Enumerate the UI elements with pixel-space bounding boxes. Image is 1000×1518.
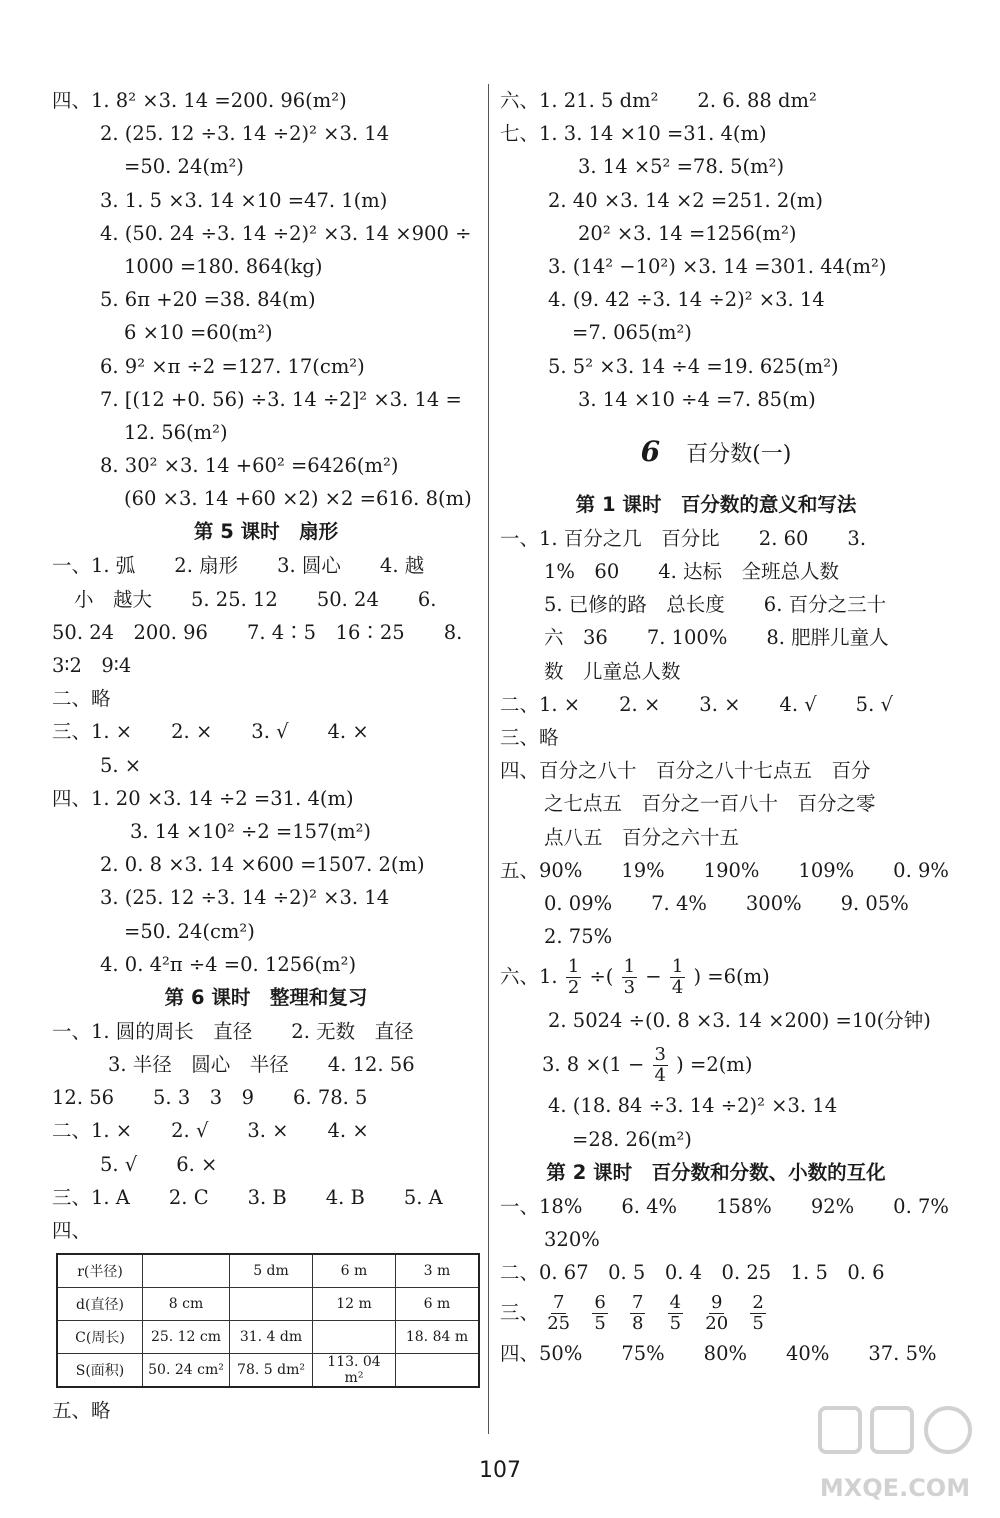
answer-line: 四、1. 8² ×3. 14 =200. 96(m²) — [52, 89, 347, 112]
answer-line: 3. 14 ×5² =78. 5(m²) — [578, 155, 785, 179]
answer-line: 2. 0. 8 ×3. 14 ×600 =1507. 2(m) — [100, 853, 425, 877]
answer-line: 6 ×10 =60(m²) — [124, 321, 273, 345]
section-label: 三、 — [500, 1301, 540, 1325]
operator: ÷( — [589, 965, 614, 989]
answer-line: 50. 24 200. 96 7. 4∶5 16∶25 8. — [52, 620, 463, 644]
answer-line: (60 ×3. 14 +60 ×2) ×2 =616. 8(m) — [124, 487, 472, 511]
fraction — [566, 957, 581, 998]
answer-line: 4. (18. 84 ÷3. 14 ÷2)² ×3. 14 — [548, 1094, 838, 1118]
numerator: 9 — [711, 1292, 723, 1314]
answer-line: 一、1. 百分之几 百分比 2. 60 3. — [500, 526, 867, 550]
answer-line: 5. 已修的路 总长度 6. 百分之三十 — [544, 593, 887, 617]
numerator: 2 — [752, 1292, 764, 1314]
answer-line: 3. 1. 5 ×3. 14 ×10 =47. 1(m) — [100, 188, 388, 212]
lesson-heading: 第 6 课时 整理和复习 — [164, 985, 368, 1009]
left-column — [52, 84, 480, 1427]
answer-line: 8. 30² ×3. 14 +60² =6426(m²) — [100, 454, 399, 478]
table-cell — [143, 1254, 230, 1288]
fraction — [547, 1293, 570, 1334]
answer-line: 5. 6π +20 =38. 84(m) — [100, 288, 316, 312]
column-divider — [488, 84, 489, 1434]
answer-line: 一、18% 6. 4% 158% 92% 0. 7% — [500, 1194, 949, 1218]
result: ) =2(m) — [676, 1053, 753, 1077]
table-cell: 25. 12 cm — [143, 1321, 230, 1354]
table-cell: d(直径) — [57, 1288, 143, 1321]
answer-line: 六、1. 21. 5 dm² 2. 6. 88 dm² — [500, 89, 817, 112]
answer-line: 12. 56 5. 3 3 9 6. 78. 5 — [52, 1086, 368, 1110]
table-cell: 113. 04 m² — [313, 1354, 396, 1388]
fraction — [670, 957, 685, 998]
answer-line: 2. 75% — [544, 925, 613, 949]
denominator: 4 — [671, 977, 684, 999]
answer-line: 4. (50. 24 ÷3. 14 ÷2)² ×3. 14 ×900 ÷ — [100, 221, 472, 245]
answer-line: 四、 — [52, 1219, 92, 1242]
table-cell: 78. 5 dm² — [230, 1354, 313, 1388]
denominator: 8 — [631, 1313, 644, 1335]
numerator: 4 — [669, 1292, 682, 1314]
answer-line: 3. 14 ×10 ÷4 =7. 85(m) — [578, 387, 816, 411]
numerator: 1 — [567, 956, 580, 978]
numerator: 1 — [671, 956, 684, 978]
answer-line: 5. √ 6. × — [100, 1152, 218, 1176]
answer-line: 5. × — [100, 753, 142, 777]
answer-line: 二、0. 67 0. 5 0. 4 0. 25 1. 5 0. 6 — [500, 1261, 885, 1285]
answer-line: 二、略 — [52, 687, 111, 711]
answer-line: 点八五 百分之六十五 — [544, 825, 740, 849]
fraction — [653, 1045, 668, 1086]
fraction — [622, 957, 637, 998]
unit-title: 百分数(一) — [686, 441, 792, 467]
circle-table — [56, 1253, 480, 1388]
answer-line: 3. 半径 圆心 半径 4. 12. 56 — [108, 1053, 415, 1077]
answer-line: 一、1. 圆的周长 直径 2. 无数 直径 — [52, 1019, 414, 1043]
answer-line: 四、1. 20 ×3. 14 ÷2 =31. 4(m) — [52, 786, 354, 810]
answer-line: 五、90% 19% 190% 109% 0. 9% — [500, 858, 949, 882]
answer-line: 12. 56(m²) — [124, 420, 228, 444]
answer-line: =50. 24(cm²) — [124, 919, 255, 943]
answer-line: 三、略 — [500, 726, 559, 749]
table-cell: 8 cm — [143, 1288, 230, 1321]
table-cell: r(半径) — [57, 1254, 143, 1288]
fraction — [705, 1293, 728, 1334]
answer-line: 数 儿童总人数 — [544, 659, 681, 683]
expression: 3. 8 ×(1 − — [542, 1053, 645, 1077]
answer-line: 3. (25. 12 ÷3. 14 ÷2)² ×3. 14 — [100, 886, 390, 910]
answer-line: 二、1. × 2. √ 3. × 4. × — [52, 1119, 369, 1143]
lesson-heading: 第 2 课时 百分数和分数、小数的互化 — [546, 1160, 886, 1184]
numerator: 1 — [623, 956, 636, 978]
answer-line: 三、1. × 2. × 3. √ 4. × — [52, 720, 369, 744]
table-row — [57, 1254, 479, 1288]
answer-line: 七、1. 3. 14 ×10 =31. 4(m) — [500, 122, 767, 146]
denominator: 5 — [752, 1313, 764, 1335]
answer-line: 五、略 — [52, 1399, 111, 1423]
answer-line: 一、1. 弧 2. 扇形 3. 圆心 4. 越 — [52, 554, 425, 578]
denominator: 2 — [567, 977, 580, 999]
answer-line: 六 36 7. 100% 8. 肥胖儿童人 — [544, 626, 889, 650]
denominator: 3 — [623, 977, 636, 999]
table-cell — [313, 1321, 396, 1354]
operator: − — [645, 965, 662, 989]
table-cell: S(面积) — [57, 1354, 143, 1388]
numerator: 7 — [631, 1292, 644, 1314]
table-cell — [230, 1288, 313, 1321]
fraction — [630, 1293, 645, 1334]
unit-number: 6 — [640, 434, 661, 468]
denominator: 4 — [654, 1065, 666, 1087]
answer-line: 4. (9. 42 ÷3. 14 ÷2)² ×3. 14 — [548, 288, 825, 312]
answer-line: 三、1. A 2. C 3. B 4. B 5. A — [52, 1185, 443, 1209]
watermark-text: MXQE.COM — [819, 1474, 971, 1502]
table-cell: C(周长) — [57, 1321, 143, 1354]
answer-line: =7. 065(m²) — [572, 321, 692, 345]
numerator: 7 — [552, 1292, 565, 1314]
answer-line: 2. 5024 ÷(0. 8 ×3. 14 ×200) =10(分钟) — [548, 1009, 931, 1033]
lesson-heading: 第 5 课时 扇形 — [193, 520, 339, 544]
table-row — [57, 1321, 479, 1354]
table-cell: 6 m — [313, 1254, 396, 1288]
answer-line: 3. 14 ×10² ÷2 =157(m²) — [130, 819, 372, 843]
answer-line: 3∶2 9∶4 — [52, 654, 132, 677]
answer-line: 20² ×3. 14 =1256(m²) — [578, 221, 797, 245]
answer-line: 四、50% 75% 80% 40% 37. 5% — [500, 1342, 937, 1366]
fraction — [668, 1293, 683, 1334]
fraction — [592, 1293, 607, 1334]
table-cell: 5 dm — [230, 1254, 313, 1288]
fraction-line — [500, 1041, 932, 1089]
answer-line: 四、百分之八十 百分之八十七点五 百分 — [500, 759, 871, 783]
answer-line: 小 越大 5. 25. 12 50. 24 6. — [74, 587, 437, 611]
fraction-line — [500, 1289, 932, 1337]
numerator: 3 — [654, 1044, 666, 1066]
denominator: 25 — [547, 1313, 571, 1335]
table-cell: 6 m — [396, 1288, 480, 1321]
answer-line: 2. (25. 12 ÷3. 14 ÷2)² ×3. 14 — [100, 122, 390, 146]
answer-line: 0. 09% 7. 4% 300% 9. 05% — [544, 891, 909, 915]
table-cell: 18. 84 m — [396, 1321, 480, 1354]
item-number: 六、1. — [500, 965, 558, 989]
denominator: 5 — [669, 1313, 682, 1335]
table-row — [57, 1354, 479, 1388]
answer-line: 6. 9² ×π ÷2 =127. 17(cm²) — [100, 354, 365, 378]
page-number: 107 — [479, 1458, 521, 1483]
answer-line: 二、1. × 2. × 3. × 4. √ 5. √ — [500, 692, 893, 716]
answer-line: =28. 26(m²) — [572, 1127, 692, 1151]
unit-heading — [500, 416, 932, 488]
lesson-heading: 第 1 课时 百分数的意义和写法 — [575, 492, 857, 516]
answer-line: 5. 5² ×3. 14 ÷4 =19. 625(m²) — [548, 354, 839, 378]
result: ) =6(m) — [693, 965, 770, 989]
answer-line: 2. 40 ×3. 14 ×2 =251. 2(m) — [548, 188, 823, 212]
watermark-logo — [810, 1400, 980, 1510]
table-cell — [396, 1354, 480, 1388]
table-cell: 3 m — [396, 1254, 480, 1288]
fraction-line — [500, 953, 932, 1001]
answer-line: 之七点五 百分之一百八十 百分之零 — [544, 792, 876, 816]
table-cell: 12 m — [313, 1288, 396, 1321]
table-cell: 50. 24 cm² — [143, 1354, 230, 1388]
table-cell: 31. 4 dm — [230, 1321, 313, 1354]
numerator: 6 — [594, 1292, 606, 1314]
fraction — [750, 1293, 765, 1334]
answer-line: 7. [(12 +0. 56) ÷3. 14 ÷2]² ×3. 14 = — [100, 387, 462, 411]
answer-line: 4. 0. 4²π ÷4 =0. 1256(m²) — [100, 952, 357, 976]
answer-line: =50. 24(m²) — [124, 155, 244, 179]
answer-line: 1% 60 4. 达标 全班总人数 — [544, 560, 840, 584]
denominator: 20 — [705, 1313, 729, 1335]
right-column — [500, 84, 949, 1370]
answer-line: 320% — [544, 1227, 600, 1251]
table-row — [57, 1288, 479, 1321]
answer-line: 1000 =180. 864(kg) — [124, 254, 323, 278]
answer-line: 3. (14² −10²) ×3. 14 =301. 44(m²) — [548, 254, 887, 278]
denominator: 5 — [594, 1313, 606, 1335]
